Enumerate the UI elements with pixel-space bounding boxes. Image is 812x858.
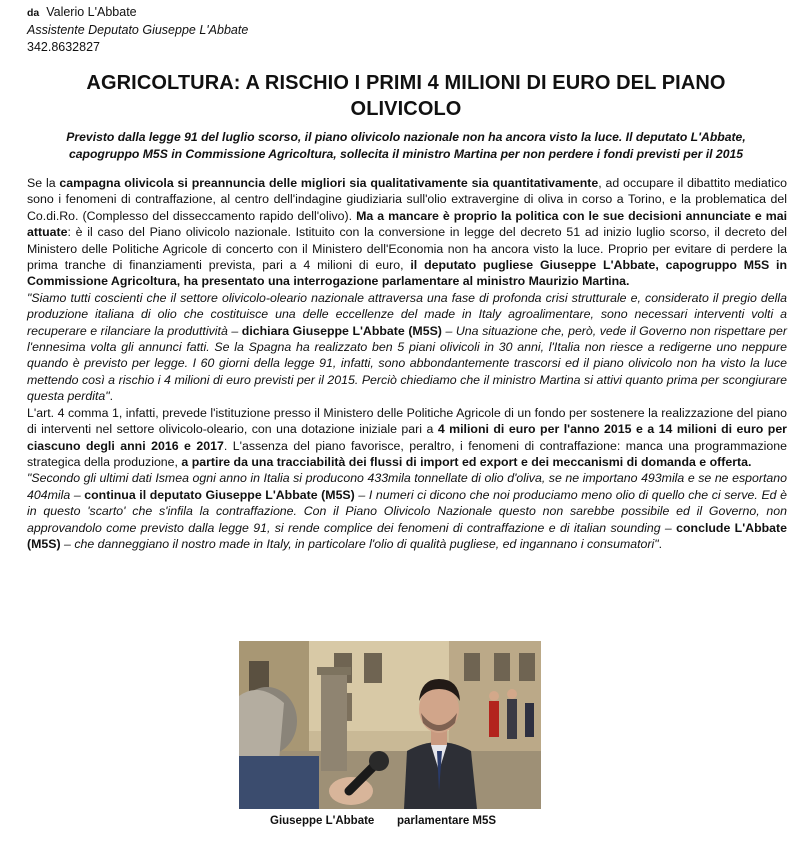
paragraph-1	[27, 175, 787, 290]
interview-photo	[239, 641, 541, 809]
interview-photo-illustration	[239, 641, 541, 809]
p1-bold-f: il deputato pugliese Giuseppe L'Abbate, capogruppo M5S in Commissione Agricoltura, ha presentato una interrogazione parlamentare al ministro Maurizio Martina.	[27, 258, 787, 289]
p1-text-e: : è il caso del Piano olivicolo nazionale. Istituito con la conversione in legge del decreto 51 ad inizio luglio scorso, il decreto del Ministero delle Politiche Agricole di concerto con il Ministero dell'Economia non ha ancora visto la luce. Proprio per evitare di perdere la prima tranche di finanziamenti prevista, pari a 4 milioni di euro,	[27, 225, 787, 273]
p4-text-f: .	[658, 536, 663, 551]
caption-role: parlamentare M5S	[397, 815, 497, 827]
p3-bold-b: 4 milioni di euro per l'anno 2015 e a 14 milioni di euro per ciascuno degli anni 2016 e 2017	[27, 422, 787, 453]
p3-text-c: . L'assenza del piano favorisce, peraltro, i fenomeni di contraffazione: manca una programmazione strategica della produzione,	[27, 438, 788, 469]
p2-bold-b: dichiara Giuseppe L'Abbate (M5S)	[241, 323, 442, 338]
p3-text-a: L'art. 4 comma 1, infatti, prevede l'istituzione presso il Ministero delle Politiche Agricole di un fondo per sostenere la realizzazione del piano di interventi nel settore olivicolo-oleario, con una dotazione iniziale pari a	[27, 405, 787, 437]
p3-bold-d: a partire da una tracciabilità dei flussi di import ed export e dei meccanismi di domanda e offerta.	[181, 454, 752, 469]
article-subtitle: Previsto dalla legge 91 del luglio scorso, il piano olivicolo nazionale non ha ancora visto la luce. Il deputato L'Abbate, capogruppo M5S in Commissione Agricoltura, sollecita il ministro Martina per non perdere i fondi previsti per il 2015	[66, 130, 746, 161]
from-label: da	[27, 7, 40, 19]
sender-name: Valerio L'Abbate	[46, 5, 137, 19]
p4-bold-b: continua il deputato Giuseppe L'Abbate (M5S)	[84, 487, 355, 502]
paragraph-2-quote	[27, 290, 787, 405]
p4-text-a: "Secondo gli ultimi dati Ismea ogni anno in Italia si producono 433mila tonnellate di olio d'oliva, se ne importano 493mila e se ne esportano 404mila –	[27, 471, 787, 502]
p4-text-e: – che danneggiano il nostro made in Italy, in particolare l'olio di qualità pugliese, ed ingannano i consumatori"	[60, 536, 659, 551]
p4-bold-d: conclude L'Abbate (M5S)	[27, 520, 787, 551]
p4-text-c: – I numeri ci dicono che noi produciamo meno olio di quello che ci serve. Ed è in questo 'scarto' che s'infila la contraffazione. Con il Piano Olivicolo Nazionale questo non sarebbe possibile ed il Governo, non approvandolo come previsto dalla legge 91, si rende complice dei fenomeni di contraffazione e di italian sounding –	[27, 487, 787, 535]
sender-phone: 342.8632827	[27, 40, 100, 54]
article-body	[27, 175, 787, 552]
p1-bold-b: campagna olivicola si preannuncia delle migliori sia qualitativamente sia quantitativamente	[59, 176, 599, 190]
article-title: AGRICOLTURA: A RISCHIO I PRIMI 4 MILIONI DI EURO DEL PIANO OLIVICOLO	[86, 72, 726, 120]
paragraph-4-quote	[27, 470, 787, 552]
sender-role: Assistente Deputato Giuseppe L'Abbate	[27, 23, 249, 37]
p1-text-c: , ad occupare il dibattito mediatico sono i fenomeni di contraffazione, al centro dell'indagine giudiziaria sull'olio extravergine di oliva in corso a Torino, e la problematica del Co.di.Ro. (Complesso del disseccamento rapido dell'olivo).	[27, 176, 787, 223]
p1-text-a: Se la	[27, 176, 60, 190]
p1-bold-d: Ma a mancare è proprio la politica con le sue decisioni annunciate e mai attuate	[27, 208, 787, 240]
sender-header	[27, 4, 248, 56]
p2-text-d: .	[109, 389, 114, 404]
caption-name: Giuseppe L'Abbate	[270, 815, 375, 827]
p2-text-c: – Una situazione che, però, vede il Governo non rispettare per l'ennesima volta gli annunci fatti. Se la Spagna ha realizzato ben 5 piani olivicoli in 30 anni, l'Italia non riesce a redigerne uno neppure quando è previsto per legge. I 60 giorni della legge 91, infatti, sono abbondantemente trascorsi ed il piano olivicolo non ha visto la luce mettendo così a rischio i 4 milioni di euro previsti per il 2015. Perciò chiediamo che il ministro Martina si attivi quanto prima per scongiurare questa perdita"	[27, 323, 787, 404]
sender-line	[27, 4, 248, 22]
paragraph-3	[27, 405, 787, 471]
p2-text-a: "Siamo tutti coscienti che il settore olivicolo-oleario nazionale attraversa una fase di profonda crisi strutturale e, considerato il pregio della produzione italiana di olio che costituisce una delle eccellenze del made in Italy agroalimentare, sono necessari interventi volti a recuperare e rilanciare la produttività –	[27, 290, 787, 338]
